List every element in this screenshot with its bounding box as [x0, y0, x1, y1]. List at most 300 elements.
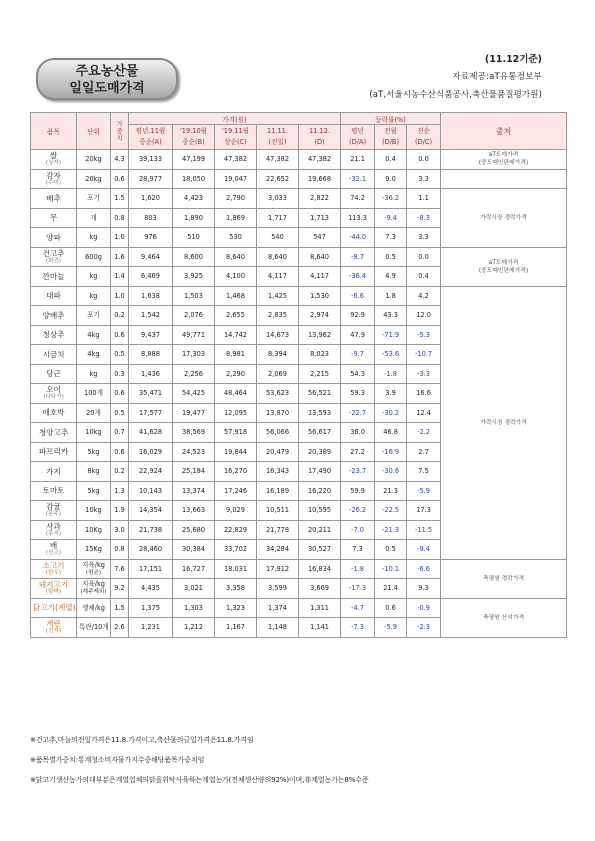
source-note — [441, 169, 567, 189]
item-weight: 0.3 — [111, 364, 129, 384]
source-note: 가락시장 경락가격 — [441, 189, 567, 248]
price-d: 14,673 — [257, 325, 299, 345]
price-c: 47,382 — [215, 150, 257, 170]
fluct-fa: 59.3 — [341, 384, 375, 404]
item-weight: 1.0 — [111, 228, 129, 248]
item-unit: 지육/kg (제주제외) — [77, 579, 111, 599]
item-unit: 5kg — [77, 442, 111, 462]
price-e: 1,311 — [299, 598, 341, 618]
item-name: 청양고추 — [31, 423, 77, 443]
fluct-fc: -6.6 — [407, 559, 441, 579]
price-d: 47,382 — [257, 150, 299, 170]
fluct-fa: -7.3 — [341, 618, 375, 638]
item-unit: kg — [77, 228, 111, 248]
price-b: 13,663 — [173, 501, 215, 521]
fluct-fa: 47.9 — [341, 325, 375, 345]
footnote: ※품목별가중치:통계청소비자물가지수중해당품목가중치임 — [30, 755, 205, 764]
item-name: 돼지고기 (탕박) — [31, 579, 77, 599]
fluct-fc: -0.9 — [407, 598, 441, 618]
price-d: 10,511 — [257, 501, 299, 521]
item-weight: 1.5 — [111, 189, 129, 209]
price-b: 4,423 — [173, 189, 215, 209]
fluct-fb: -5.9 — [375, 618, 407, 638]
item-weight: 3.0 — [111, 520, 129, 540]
fluct-fa: 59.9 — [341, 481, 375, 501]
price-e: 4,117 — [299, 267, 341, 287]
fluct-fb: -16.9 — [375, 442, 407, 462]
fluct-fc: -8.3 — [407, 208, 441, 228]
item-weight: 1.4 — [111, 267, 129, 287]
price-e: 2,822 — [299, 189, 341, 209]
price-b: 1,303 — [173, 598, 215, 618]
item-unit: 20kg — [77, 169, 111, 189]
price-b: 38,569 — [173, 423, 215, 443]
price-c: 19,844 — [215, 442, 257, 462]
fluct-fb: -53.6 — [375, 345, 407, 365]
item-name: 오이 (다다기) — [31, 384, 77, 404]
price-e: 56,617 — [299, 423, 341, 443]
item-unit: kg — [77, 364, 111, 384]
col-source: 출처 — [441, 113, 567, 150]
item-weight: 0.6 — [111, 169, 129, 189]
price-c: 2,655 — [215, 306, 257, 326]
fluct-fa: -17.3 — [341, 579, 375, 599]
item-name: 닭고기(계열) — [31, 598, 77, 618]
source-note: 가락시장 경락가격 — [441, 286, 567, 559]
fluct-fc: 9.3 — [407, 579, 441, 599]
col-fluct-c: 전순 (D/C) — [407, 125, 441, 150]
item-weight: 7.6 — [111, 559, 129, 579]
footnotes — [30, 730, 369, 790]
price-d: 56,066 — [257, 423, 299, 443]
fluct-fb: -36.2 — [375, 189, 407, 209]
fluct-fc: -11.5 — [407, 520, 441, 540]
price-a: 17,577 — [129, 403, 173, 423]
fluct-fc: 1.1 — [407, 189, 441, 209]
fluct-fb: -1.8 — [375, 364, 407, 384]
col-fluct-b: 전월 (D/B) — [375, 125, 407, 150]
item-name: 소고기 (한우) — [31, 559, 77, 579]
item-weight: 0.7 — [111, 423, 129, 443]
price-d: 540 — [257, 228, 299, 248]
item-weight: 0.5 — [111, 345, 129, 365]
price-a: 14,354 — [129, 501, 173, 521]
item-name: 건고추 (화건) — [31, 247, 77, 267]
fluct-fb: -10.1 — [375, 559, 407, 579]
fluct-fb: 0.5 — [375, 540, 407, 560]
item-name: 애호박 — [31, 403, 77, 423]
fluct-fc: -5.3 — [407, 325, 441, 345]
price-d: 21,778 — [257, 520, 299, 540]
price-a: 28,460 — [129, 540, 173, 560]
price-d: 2,069 — [257, 364, 299, 384]
price-b: 1,212 — [173, 618, 215, 638]
item-weight: 0.5 — [111, 403, 129, 423]
item-name: 배추 — [31, 189, 77, 209]
item-name: 깐마늘 — [31, 267, 77, 287]
fluct-fc: -2.2 — [407, 423, 441, 443]
item-unit: 4kg — [77, 345, 111, 365]
source-note: aT도매가격 (중도매인판매가격) — [441, 150, 567, 170]
fluct-fb: 7.3 — [375, 228, 407, 248]
price-c: 18,031 — [215, 559, 257, 579]
fluct-fa: 27.2 — [341, 442, 375, 462]
fluct-fa: -22.7 — [341, 403, 375, 423]
price-c: 14,742 — [215, 325, 257, 345]
item-name: 가지 — [31, 462, 77, 482]
fluct-fb: 43.3 — [375, 306, 407, 326]
fluct-fc: 3.3 — [407, 228, 441, 248]
price-b: 47,199 — [173, 150, 215, 170]
fluct-fb: -9.4 — [375, 208, 407, 228]
table-row — [31, 286, 567, 306]
price-d: 8,394 — [257, 345, 299, 365]
item-weight: 1.9 — [111, 501, 129, 521]
col-price-a: 평년.11월 중순(A) — [129, 125, 173, 150]
fluct-fc: 12.4 — [407, 403, 441, 423]
item-unit: 600g — [77, 247, 111, 267]
item-unit: 10kg — [77, 423, 111, 443]
price-c: 12,095 — [215, 403, 257, 423]
item-weight: 0.2 — [111, 462, 129, 482]
fluct-fc: 12.0 — [407, 306, 441, 326]
fluct-fb: -30.6 — [375, 462, 407, 482]
price-b: 2,076 — [173, 306, 215, 326]
footnote: ※건고추,마늘의전일가격은11.8.가격이고,축산물의금일가격은11.8.가격임 — [30, 735, 254, 744]
fluct-fb: 1.8 — [375, 286, 407, 306]
price-d: 53,623 — [257, 384, 299, 404]
data-source: 자료제공:aT유통정보부 — [452, 72, 542, 82]
item-name: 토마토 — [31, 481, 77, 501]
price-e: 547 — [299, 228, 341, 248]
table-row — [31, 169, 567, 189]
col-price-c: '19.11월 상순(C) — [215, 125, 257, 150]
item-name: 감귤 (온주) — [31, 501, 77, 521]
item-weight: 0.6 — [111, 442, 129, 462]
fluct-fa: -4.7 — [341, 598, 375, 618]
price-a: 9,437 — [129, 325, 173, 345]
price-d: 2,835 — [257, 306, 299, 326]
item-weight: 9.2 — [111, 579, 129, 599]
price-d: 4,117 — [257, 267, 299, 287]
price-a: 1,436 — [129, 364, 173, 384]
price-c: 2,790 — [215, 189, 257, 209]
fluct-fa: 113.3 — [341, 208, 375, 228]
price-e: 17,490 — [299, 462, 341, 482]
base-date: (11.12기준) — [484, 54, 542, 65]
price-e: 47,382 — [299, 150, 341, 170]
item-weight: 1.6 — [111, 247, 129, 267]
price-a: 22,924 — [129, 462, 173, 482]
fluct-fc: 17.3 — [407, 501, 441, 521]
price-b: 17,303 — [173, 345, 215, 365]
fluct-fa: -36.4 — [341, 267, 375, 287]
price-e: 2,974 — [299, 306, 341, 326]
price-d: 8,640 — [257, 247, 299, 267]
price-b: 18,050 — [173, 169, 215, 189]
fluct-fb: -30.2 — [375, 403, 407, 423]
source-note: 축평원 산지가격 — [441, 598, 567, 637]
item-unit: kg — [77, 267, 111, 287]
price-e: 10,595 — [299, 501, 341, 521]
title-line-1: 주요농산물 — [75, 64, 139, 79]
fluct-fb: 0.5 — [375, 247, 407, 267]
price-b: 2,256 — [173, 364, 215, 384]
fluct-fa: -1.8 — [341, 559, 375, 579]
price-d: 13,870 — [257, 403, 299, 423]
item-weight: 1.0 — [111, 286, 129, 306]
price-e: 2,215 — [299, 364, 341, 384]
price-b: 24,523 — [173, 442, 215, 462]
price-e: 1,713 — [299, 208, 341, 228]
fluct-fc: -5.9 — [407, 481, 441, 501]
item-name: 쌀 (상자) — [31, 150, 77, 170]
item-name: 당근 — [31, 364, 77, 384]
item-unit: 5kg — [77, 481, 111, 501]
price-a: 16,029 — [129, 442, 173, 462]
price-b: 19,477 — [173, 403, 215, 423]
price-c: 8,640 — [215, 247, 257, 267]
item-weight: 0.2 — [111, 306, 129, 326]
fluct-fa: -32.1 — [341, 169, 375, 189]
price-a: 10,143 — [129, 481, 173, 501]
item-name: 파프리카 — [31, 442, 77, 462]
price-c: 57,918 — [215, 423, 257, 443]
price-table — [30, 112, 567, 638]
price-a: 1,638 — [129, 286, 173, 306]
price-d: 3,033 — [257, 189, 299, 209]
table-row — [31, 559, 567, 579]
fluct-fc: 16.6 — [407, 384, 441, 404]
col-item: 품목 — [31, 113, 77, 150]
fluct-fa: -23.7 — [341, 462, 375, 482]
fluct-fc: 4.2 — [407, 286, 441, 306]
price-e: 8,023 — [299, 345, 341, 365]
fluct-fb: 0.6 — [375, 598, 407, 618]
price-a: 803 — [129, 208, 173, 228]
item-unit: 지육/kg (평균) — [77, 559, 111, 579]
item-weight: 0.8 — [111, 540, 129, 560]
item-unit: 포기 — [77, 306, 111, 326]
price-e: 1,141 — [299, 618, 341, 638]
price-d: 1,717 — [257, 208, 299, 228]
item-unit: 10kg — [77, 501, 111, 521]
price-e: 13,962 — [299, 325, 341, 345]
price-b: 3,925 — [173, 267, 215, 287]
col-price-prev: 11.11. (전일) — [257, 125, 299, 150]
price-e: 8,640 — [299, 247, 341, 267]
item-name: 무 — [31, 208, 77, 228]
price-d: 16,189 — [257, 481, 299, 501]
price-a: 976 — [129, 228, 173, 248]
table-row — [31, 189, 567, 209]
price-e: 20,211 — [299, 520, 341, 540]
price-c: 22,829 — [215, 520, 257, 540]
price-d: 22,652 — [257, 169, 299, 189]
item-name: 감자 (수미) — [31, 169, 77, 189]
item-unit: 20kg — [77, 150, 111, 170]
price-c: 3,358 — [215, 579, 257, 599]
fluct-fa: 92.9 — [341, 306, 375, 326]
price-a: 1,542 — [129, 306, 173, 326]
fluct-fb: 4.9 — [375, 267, 407, 287]
item-weight: 1.3 — [111, 481, 129, 501]
item-weight: 0.8 — [111, 208, 129, 228]
price-c: 9,029 — [215, 501, 257, 521]
price-c: 1,323 — [215, 598, 257, 618]
price-d: 20,479 — [257, 442, 299, 462]
fluct-fc: 2.7 — [407, 442, 441, 462]
price-a: 1,620 — [129, 189, 173, 209]
item-name: 양파 — [31, 228, 77, 248]
price-a: 41,628 — [129, 423, 173, 443]
price-c: 1,468 — [215, 286, 257, 306]
price-e: 20,389 — [299, 442, 341, 462]
col-fluct-group: 등락률(%) — [341, 113, 441, 125]
item-unit: 15Kg — [77, 540, 111, 560]
fluct-fb: 9.0 — [375, 169, 407, 189]
item-name: 청상추 — [31, 325, 77, 345]
col-price-b: '19.10월 중순(B) — [173, 125, 215, 150]
source-note: 축평원 경락가격 — [441, 559, 567, 598]
price-a: 4,435 — [129, 579, 173, 599]
price-b: 8,600 — [173, 247, 215, 267]
price-a: 35,471 — [129, 384, 173, 404]
item-name: 대파 — [31, 286, 77, 306]
price-b: 1,503 — [173, 286, 215, 306]
price-a: 8,888 — [129, 345, 173, 365]
fluct-fb: 46.8 — [375, 423, 407, 443]
price-d: 1,374 — [257, 598, 299, 618]
item-weight: 0.6 — [111, 325, 129, 345]
item-weight: 4.3 — [111, 150, 129, 170]
item-unit: 10Kg — [77, 520, 111, 540]
footnote: ※닭고기생산농가의대부분은계열업체의닭을위탁사육하는계열농가(전체생산량의92%)이며,非계열농가는8%수준 — [30, 775, 369, 784]
price-b: 30,384 — [173, 540, 215, 560]
fluct-fa: -44.0 — [341, 228, 375, 248]
fluct-fa: 7.3 — [341, 540, 375, 560]
item-unit: 생체/kg — [77, 598, 111, 618]
price-c: 17,246 — [215, 481, 257, 501]
item-unit: 20개 — [77, 403, 111, 423]
price-a: 17,151 — [129, 559, 173, 579]
fluct-fc: 3.3 — [407, 169, 441, 189]
fluct-fb: 0.4 — [375, 150, 407, 170]
price-e: 30,527 — [299, 540, 341, 560]
fluct-fc: -10.7 — [407, 345, 441, 365]
price-c: 530 — [215, 228, 257, 248]
price-c: 1,167 — [215, 618, 257, 638]
title-line-2: 일일도매가격 — [69, 81, 145, 96]
item-unit: 개 — [77, 208, 111, 228]
source-note: aT도매가격 (중도매인판매가격) — [441, 247, 567, 286]
fluct-fb: -21.3 — [375, 520, 407, 540]
item-unit: 포기 — [77, 189, 111, 209]
price-c: 48,464 — [215, 384, 257, 404]
price-b: 25,184 — [173, 462, 215, 482]
fluct-fb: 21.4 — [375, 579, 407, 599]
price-table-body — [31, 150, 567, 638]
item-name: 시금치 — [31, 345, 77, 365]
fluct-fb: -71.9 — [375, 325, 407, 345]
price-c: 1,869 — [215, 208, 257, 228]
price-b: 3,021 — [173, 579, 215, 599]
fluct-fc: -3.3 — [407, 364, 441, 384]
price-c: 16,270 — [215, 462, 257, 482]
fluct-fa: -6.6 — [341, 286, 375, 306]
fluct-fc: -2.3 — [407, 618, 441, 638]
price-b: 16,727 — [173, 559, 215, 579]
fluct-fc: 7.5 — [407, 462, 441, 482]
fluct-fa: -8.7 — [341, 247, 375, 267]
price-d: 16,343 — [257, 462, 299, 482]
price-d: 1,148 — [257, 618, 299, 638]
price-a: 28,977 — [129, 169, 173, 189]
price-b: 54,425 — [173, 384, 215, 404]
price-c: 33,702 — [215, 540, 257, 560]
price-b: 13,374 — [173, 481, 215, 501]
price-a: 9,464 — [129, 247, 173, 267]
table-row — [31, 150, 567, 170]
col-unit: 단위 — [77, 113, 111, 150]
fluct-fc: 0.0 — [407, 247, 441, 267]
col-fluct-a: 평년 (D/A) — [341, 125, 375, 150]
price-a: 39,133 — [129, 150, 173, 170]
price-d: 1,425 — [257, 286, 299, 306]
price-e: 1,530 — [299, 286, 341, 306]
item-unit: 특란/10개 — [77, 618, 111, 638]
col-weight: 가중치 — [111, 113, 129, 150]
price-c: 4,100 — [215, 267, 257, 287]
item-unit: 4kg — [77, 325, 111, 345]
price-a: 1,375 — [129, 598, 173, 618]
price-c: 2,290 — [215, 364, 257, 384]
price-b: 510 — [173, 228, 215, 248]
fluct-fa: 54.3 — [341, 364, 375, 384]
item-unit: kg — [77, 286, 111, 306]
item-weight: 1.5 — [111, 598, 129, 618]
price-e: 16,220 — [299, 481, 341, 501]
fluct-fa: -9.7 — [341, 345, 375, 365]
price-a: 21,738 — [129, 520, 173, 540]
price-e: 13,593 — [299, 403, 341, 423]
price-e: 16,834 — [299, 559, 341, 579]
report-title — [36, 58, 178, 100]
table-row — [31, 598, 567, 618]
price-d: 3,599 — [257, 579, 299, 599]
fluct-fb: -22.5 — [375, 501, 407, 521]
price-a: 6,469 — [129, 267, 173, 287]
price-b: 49,771 — [173, 325, 215, 345]
price-e: 3,669 — [299, 579, 341, 599]
fluct-fc: -9.4 — [407, 540, 441, 560]
item-name: 계란 (산지) — [31, 618, 77, 638]
fluct-fc: 0.0 — [407, 150, 441, 170]
fluct-fb: 21.3 — [375, 481, 407, 501]
price-a: 1,231 — [129, 618, 173, 638]
item-unit: 8kg — [77, 462, 111, 482]
price-e: 56,521 — [299, 384, 341, 404]
fluct-fa: -26.2 — [341, 501, 375, 521]
fluct-fc: 0.4 — [407, 267, 441, 287]
price-c: 8,981 — [215, 345, 257, 365]
price-c: 19,047 — [215, 169, 257, 189]
fluct-fa: 74.2 — [341, 189, 375, 209]
item-name: 양배추 — [31, 306, 77, 326]
price-d: 34,284 — [257, 540, 299, 560]
fluct-fb: 3.9 — [375, 384, 407, 404]
data-agencies: (aT,서울시농수산식품공사,축산물품질평가원) — [369, 90, 542, 100]
